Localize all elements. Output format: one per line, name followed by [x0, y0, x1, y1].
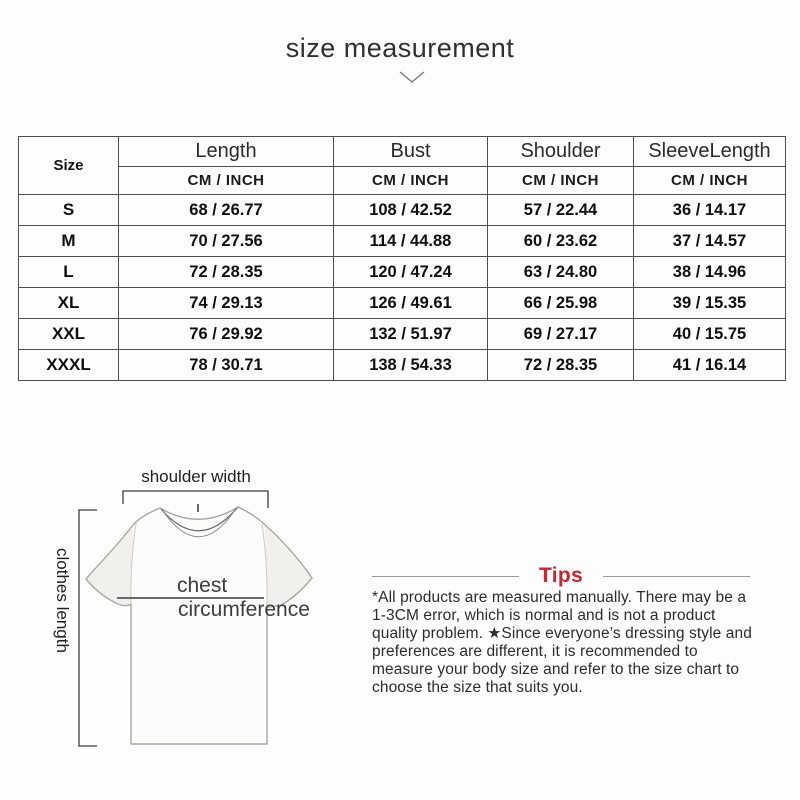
tips-text-line: preferences are different, it is recommended to — [372, 642, 698, 660]
shoulder-cell: 57 / 22.44 — [488, 195, 634, 226]
bust-cell: 114 / 44.88 — [334, 226, 488, 257]
tips-text — [372, 589, 772, 696]
unit-label: CM / INCH — [634, 167, 786, 195]
length-cell: 78 / 30.71 — [119, 350, 334, 381]
table-row-l — [19, 257, 786, 288]
sleeve-cell: 37 / 14.57 — [634, 226, 786, 257]
length-cell: 70 / 27.56 — [119, 226, 334, 257]
page-title: size measurement — [285, 33, 515, 63]
column-header-shoulder: Shoulder — [488, 137, 634, 167]
size-cell: M — [19, 226, 119, 257]
table-header-row — [19, 137, 786, 167]
size-cell: XL — [19, 288, 119, 319]
size-column-header: Size — [19, 137, 119, 195]
unit-label: CM / INCH — [119, 167, 334, 195]
sleeve-cell: 39 / 15.35 — [634, 288, 786, 319]
shoulder-cell: 66 / 25.98 — [488, 288, 634, 319]
sleeve-cell: 40 / 15.75 — [634, 319, 786, 350]
table-row-s — [19, 195, 786, 226]
length-cell: 76 / 29.92 — [119, 319, 334, 350]
tips-text-line: *All products are measured manually. There may be a — [372, 589, 747, 606]
clothes-length-label: clothes length — [53, 548, 72, 653]
bust-cell: 120 / 47.24 — [334, 257, 488, 288]
table-row-m — [19, 226, 786, 257]
tips-text-line: measure your body size and refer to the size chart to — [372, 660, 740, 678]
table-row-xl — [19, 288, 786, 319]
clothes-length-bracket — [79, 510, 97, 746]
bust-cell: 132 / 51.97 — [334, 319, 488, 350]
tips-header — [372, 564, 750, 588]
size-cell: XXXL — [19, 350, 119, 381]
tips-text-line: choose the size that suits you. — [372, 678, 583, 696]
unit-label: CM / INCH — [488, 167, 634, 195]
column-header-bust: Bust — [334, 137, 488, 167]
shoulder-cell: 72 / 28.35 — [488, 350, 634, 381]
length-cell: 74 / 29.13 — [119, 288, 334, 319]
sleeve-cell: 38 / 14.96 — [634, 257, 786, 288]
table-unit-row — [19, 167, 786, 195]
tips-text-line: quality problem. ★Since everyone’s dressing style and — [372, 624, 752, 642]
shoulder-cell: 63 / 24.80 — [488, 257, 634, 288]
tips-right-divider — [603, 576, 750, 577]
unit-label: CM / INCH — [334, 167, 488, 195]
tips-heading: Tips — [539, 564, 583, 587]
table-row-xxl — [19, 319, 786, 350]
bust-cell: 126 / 49.61 — [334, 288, 488, 319]
shoulder-width-bracket — [123, 491, 268, 508]
bust-cell: 138 / 54.33 — [334, 350, 488, 381]
left-sleeve-shade — [86, 525, 133, 606]
length-cell: 68 / 26.77 — [119, 195, 334, 226]
shoulder-cell: 69 / 27.17 — [488, 319, 634, 350]
column-header-length: Length — [119, 137, 334, 167]
column-header-sleevelength: SleeveLength — [634, 137, 786, 167]
size-cell: XXL — [19, 319, 119, 350]
tips-left-divider — [372, 576, 519, 577]
size-cell: L — [19, 257, 119, 288]
size-table — [18, 136, 786, 381]
bust-cell: 108 / 42.52 — [334, 195, 488, 226]
chevron-down-icon — [399, 71, 425, 84]
sleeve-cell: 36 / 14.17 — [634, 195, 786, 226]
shoulder-cell: 60 / 23.62 — [488, 226, 634, 257]
length-cell: 72 / 28.35 — [119, 257, 334, 288]
table-row-xxxl — [19, 350, 786, 381]
size-cell: S — [19, 195, 119, 226]
right-sleeve-shade — [265, 525, 312, 607]
sleeve-cell: 41 / 16.14 — [634, 350, 786, 381]
shoulder-width-label: shoulder width — [141, 467, 251, 486]
chest-circumference-label-line2: circumference — [178, 598, 310, 621]
chest-circumference-label-line1: chest — [177, 574, 228, 597]
tips-text-line: 1-3CM error, which is normal and is not a product — [372, 606, 716, 624]
